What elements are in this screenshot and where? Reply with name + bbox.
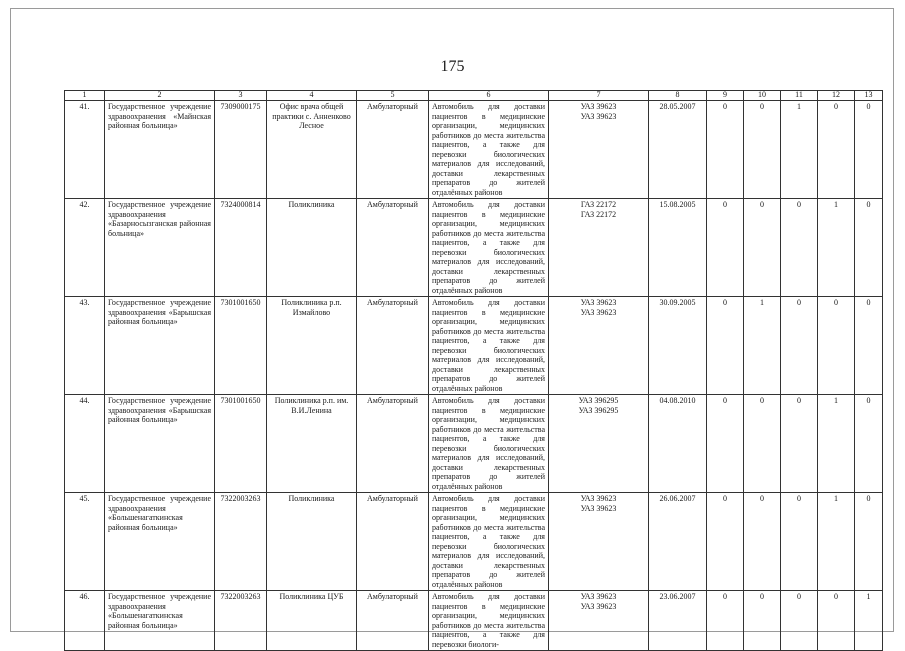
column-header: 9 [707, 91, 744, 101]
vehicle-purpose: Автомобиль для доставки пациентов в медицинские организации, медицинских работников до места жительства пациентов, а также для перевозки биологических материалов для исследований, доставки лекарственных препаратов до жителей отдалённых районов [429, 101, 549, 199]
column-header: 4 [267, 91, 357, 101]
page-number: 175 [440, 58, 465, 75]
cell-col-10: 0 [744, 395, 781, 493]
cell-col-10: 0 [744, 493, 781, 591]
cell-col-9: 0 [707, 101, 744, 199]
cell-col-13: 0 [855, 297, 883, 395]
institution-name: Государственное учреждение здравоохранения «Барышская районная больница» [105, 395, 215, 493]
table-row [65, 591, 883, 651]
vehicle-date: 28.05.2007 [649, 101, 707, 199]
vehicle-purpose: Автомобиль для доставки пациентов в медицинские организации, медицинских работников до места жительства пациентов, а также для перевозки биологических материалов для исследований, доставки лекарственных препаратов до жителей отдалённых районов [429, 493, 549, 591]
column-header: 7 [549, 91, 649, 101]
unit-name: Поликлиника р.п. им. В.И.Ленина [267, 395, 357, 493]
cell-col-10: 0 [744, 591, 781, 651]
cell-col-10: 0 [744, 199, 781, 297]
cell-col-9: 0 [707, 493, 744, 591]
vehicle-date: 15.08.2005 [649, 199, 707, 297]
column-header: 10 [744, 91, 781, 101]
unit-type: Амбулаторный [357, 101, 429, 199]
unit-name: Поликлиника [267, 493, 357, 591]
table-row [65, 297, 883, 395]
vehicle-table [64, 90, 883, 651]
cell-col-11: 0 [781, 493, 818, 591]
column-header: 11 [781, 91, 818, 101]
column-header: 8 [649, 91, 707, 101]
cell-col-13: 0 [855, 101, 883, 199]
institution-name: Государственное учреждение здравоохранения «Базарносызганская районная больница» [105, 199, 215, 297]
institution-code: 7322003263 [215, 591, 267, 651]
vehicle-purpose: Автомобиль для доставки пациентов в медицинские организации, медицинских работников до места жительства пациентов, а также для перевозки биологических материалов для исследований, доставки лекарственных препаратов до жителей отдалённых районов [429, 199, 549, 297]
row-number: 44. [65, 395, 105, 493]
vehicle-purpose: Автомобиль для доставки пациентов в медицинские организации, медицинских работников до места жительства пациентов, а также для перевозки биологи- [429, 591, 549, 651]
header-row [65, 91, 883, 101]
cell-col-9: 0 [707, 199, 744, 297]
institution-name: Государственное учреждение здравоохранения «Майнская районная больница» [105, 101, 215, 199]
institution-code: 7309000175 [215, 101, 267, 199]
vehicle-date: 04.08.2010 [649, 395, 707, 493]
cell-col-11: 0 [781, 591, 818, 651]
unit-name: Офис врача общей практики с. Анненково Лесное [267, 101, 357, 199]
unit-type: Амбулаторный [357, 395, 429, 493]
cell-col-13: 0 [855, 493, 883, 591]
column-header: 2 [105, 91, 215, 101]
table-row [65, 493, 883, 591]
unit-type: Амбулаторный [357, 199, 429, 297]
cell-col-11: 0 [781, 297, 818, 395]
cell-col-10: 1 [744, 297, 781, 395]
vehicle-date: 23.06.2007 [649, 591, 707, 651]
cell-col-12: 0 [818, 101, 855, 199]
vehicle-date: 30.09.2005 [649, 297, 707, 395]
institution-code: 7301001650 [215, 297, 267, 395]
institution-name: Государственное учреждение здравоохранения «Барышская районная больница» [105, 297, 215, 395]
cell-col-12: 1 [818, 199, 855, 297]
column-header: 5 [357, 91, 429, 101]
cell-col-9: 0 [707, 591, 744, 651]
institution-code: 7301001650 [215, 395, 267, 493]
vehicle-purpose: Автомобиль для доставки пациентов в медицинские организации, медицинских работников до места жительства пациентов, а также для перевозки биологических материалов для исследований, доставки лекарственных препаратов до жителей отдалённых районов [429, 297, 549, 395]
vehicle-model: УАЗ 39623 УАЗ 39623 [549, 101, 649, 199]
cell-col-9: 0 [707, 395, 744, 493]
institution-name: Государственное учреждение здравоохранения «Большенагаткинская районная больница» [105, 591, 215, 651]
unit-type: Амбулаторный [357, 297, 429, 395]
table-row [65, 395, 883, 493]
row-number: 42. [65, 199, 105, 297]
row-number: 45. [65, 493, 105, 591]
cell-col-11: 0 [781, 395, 818, 493]
unit-name: Поликлиника ЦУБ [267, 591, 357, 651]
institution-name: Государственное учреждение здравоохранения «Большенагаткинская районная больница» [105, 493, 215, 591]
column-header: 12 [818, 91, 855, 101]
column-header: 1 [65, 91, 105, 101]
row-number: 46. [65, 591, 105, 651]
table-row [65, 199, 883, 297]
cell-col-9: 0 [707, 297, 744, 395]
vehicle-purpose: Автомобиль для доставки пациентов в медицинские организации, медицинских работников до места жительства пациентов, а также для перевозки биологических материалов для исследований, доставки лекарственных препаратов до жителей отдалённых районов [429, 395, 549, 493]
column-header: 6 [429, 91, 549, 101]
vehicle-model: УАЗ 396295 УАЗ 396295 [549, 395, 649, 493]
cell-col-10: 0 [744, 101, 781, 199]
unit-name: Поликлиника р.п. Измайлово [267, 297, 357, 395]
unit-type: Амбулаторный [357, 493, 429, 591]
unit-type: Амбулаторный [357, 591, 429, 651]
table-row [65, 101, 883, 199]
unit-name: Поликлиника [267, 199, 357, 297]
cell-col-12: 0 [818, 297, 855, 395]
vehicle-model: УАЗ 39623 УАЗ 39623 [549, 297, 649, 395]
row-number: 41. [65, 101, 105, 199]
cell-col-12: 1 [818, 395, 855, 493]
cell-col-11: 1 [781, 101, 818, 199]
cell-col-12: 1 [818, 493, 855, 591]
vehicle-date: 26.06.2007 [649, 493, 707, 591]
row-number: 43. [65, 297, 105, 395]
cell-col-13: 1 [855, 591, 883, 651]
cell-col-13: 0 [855, 199, 883, 297]
vehicle-model: УАЗ 39623 УАЗ 39623 [549, 591, 649, 651]
vehicle-model: УАЗ 39623 УАЗ 39623 [549, 493, 649, 591]
cell-col-12: 0 [818, 591, 855, 651]
cell-col-11: 0 [781, 199, 818, 297]
institution-code: 7322003263 [215, 493, 267, 591]
cell-col-13: 0 [855, 395, 883, 493]
column-header: 3 [215, 91, 267, 101]
institution-code: 7324000814 [215, 199, 267, 297]
column-header: 13 [855, 91, 883, 101]
vehicle-model: ГАЗ 22172 ГАЗ 22172 [549, 199, 649, 297]
